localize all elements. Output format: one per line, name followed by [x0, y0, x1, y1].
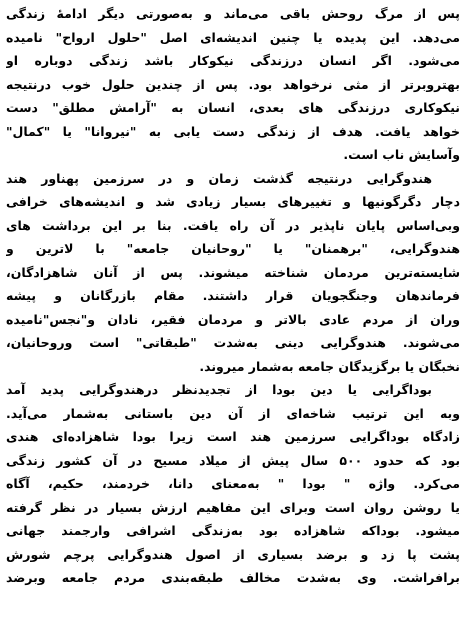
text-line: بود که حدود ۵۰۰ سال پیش از میلاد مسیح در آن کشور زندگی: [6, 452, 460, 468]
text-line: پشت پا زد و برضد بسیاری از اصول هندوگرایی پرچم شورش: [6, 546, 460, 562]
text-line: میشود. بوداکه شاهزاده بود به‌زندگی اشرافی وارجمند جهانی: [6, 523, 460, 538]
text-line: می‌دهد. این پدیده یا چنین اندیشه‌ای اصل "حلول ارواح" نامیده: [6, 29, 460, 45]
text-line: وبه این ترتیب شاخه‌ای از آن دین باستانی به‌شمار می‌آید.: [6, 405, 460, 421]
paragraph-2: [6, 167, 460, 379]
text-line: پس از مرگ روحش باقی می‌ماند و به‌صورتی دیگر ادامهٔ زندگی: [6, 6, 460, 21]
text-line: بهتروبرتر از مثی نرخواهد بود. پس از چندین حلول خوب درنتیجه: [6, 76, 460, 92]
text-line: هندوگرایی، "برهمنان" یا "روحانیان جامعه" با لاترین و: [6, 241, 460, 256]
text-line: وبی‌اساس پایان ناپذیر در آن راه یافت. بنا بر این برداشت های: [6, 217, 460, 233]
paragraph-1: [6, 2, 460, 167]
text-line: زادگاه بوداگرایی سرزمین هند است زیرا بودا شاهزاده‌ای هندی: [6, 429, 460, 444]
text-line: نیکوکاری درزندگی های بعدی، انسان به "آرامش مطلق" دست: [6, 100, 460, 115]
text-line: وآسایش ناب است.: [343, 147, 460, 162]
text-line: هندوگرایی درنتیجه گذشت زمان و در سرزمین پهناور هند: [6, 170, 432, 186]
text-line: فرماندهان وجنگجویان قرار داشتند. مقام بازرگانان و پیشه‌: [6, 288, 460, 303]
text-line: می‌شود. اگر انسان درزندگی نیکوکار باشد زندگی دوباره او: [6, 53, 460, 68]
text-line: شایسته‌ترین مردمان شناخته میشوند. پس از آنان شاهزادگان،: [6, 264, 460, 280]
text-line: خواهد یافت. هدف از زندگی دست یابی به "نیروانا" یا "کمال": [6, 123, 460, 139]
text-line: یا روشن روان است وبرای این مفاهیم ارزش بسیار در نظر گرفته: [6, 499, 460, 515]
text-line: وران از مردم عادی بالاتر و مردمان فقیر، نادان و"نجس"نامیده: [6, 311, 460, 327]
text-line: بوداگرایی یا دین بودا از تجدید‌نظر درهندوگرایی پدید آمد: [6, 382, 432, 397]
text-line: می‌کرد. واژه " بودا " به‌معنای دانا، خردمند، حکیم، آگاه: [6, 476, 460, 491]
paragraph-3: [6, 378, 460, 590]
text-line: دچار دگرگونیها و تغییرهای بسیار زیادی شد و اندیشه‌های خرافی: [6, 194, 460, 209]
text-line: برافراشت. وی به‌شدت مخالف طبقه‌بندی مردم جامعه وبرضد: [6, 570, 460, 585]
text-line: نخبگان یا برگزیدگان جامعه به‌شمار میروند.: [199, 358, 460, 374]
text-line: می‌شوند. هندوگرایی دینی به‌شدت "طبقاتی" است وروحانیان،: [6, 335, 460, 350]
